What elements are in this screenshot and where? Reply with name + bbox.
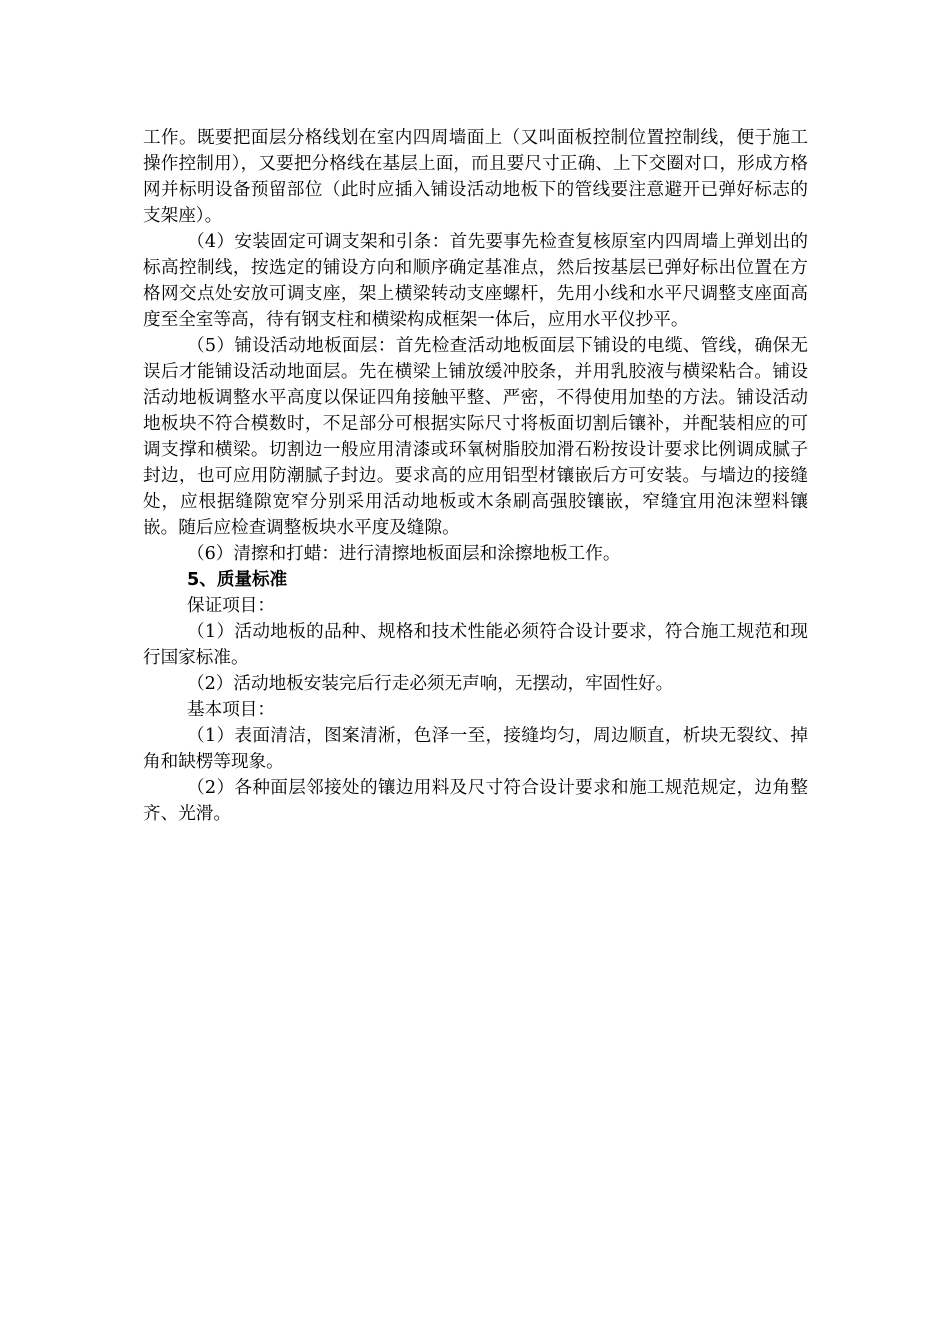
paragraph-step-5: （5）铺设活动地板面层：首先检查活动地板面层下铺设的电缆、管线，确保无误后才能铺设活动地面层。先在横梁上铺放缓冲胶条，并用乳胶液与横梁粘合。铺设活动地板调整水平高度以保证四角接触平整、严密，不得使用加垫的方法。铺设活动地板块不符合模数时，不足部分可根据实际尺寸将板面切割后镶补，并配装相应的可调支撑和横梁。切割边一般应用清漆或环氧树脂胶加滑石粉按设计要求比例调成腻子封边，也可应用防潮腻子封边。要求高的应用铝型材镶嵌后方可安装。与墙边的接缝处，应根据缝隙宽窄分别采用活动地板或木条刷高强胶镶嵌，窄缝宜用泡沫塑料镶嵌。随后应检查调整板块水平度及缝隙。 [143, 336, 808, 538]
paragraph-step-4: （4）安装固定可调支架和引条：首先要事先检查复核原室内四周墙上弹划出的标高控制线，按选定的铺设方向和顺序确定基准点，然后按基层已弹好标出位置在方格网交点处安放可调支座，架上横梁转动支座螺杆，先用小线和水平尺调整支座面高度至全室等高，待有钢支柱和横梁构成框架一体后，应用水平仪抄平。 [143, 232, 808, 330]
label-guarantee-items: 保证项目： [187, 596, 275, 616]
document-body [143, 125, 808, 827]
label-basic-items: 基本项目： [187, 700, 275, 720]
guarantee-item-2: （2）活动地板安装完后行走必须无声响，无摆动，牢固性好。 [187, 674, 674, 694]
paragraph-step-6: （6）清擦和打蜡：进行清擦地板面层和涂擦地板工作。 [187, 544, 621, 564]
section-heading-quality-standard: 5、质量标准 [187, 570, 288, 590]
paragraph-continuation: 工作。既要把面层分格线划在室内四周墙面上（又叫面板控制位置控制线，便于施工操作控制用），又要把分格线在基层上面，而且要尺寸正确、上下交圈对口，形成方格网并标明设备预留部位（此时应插入铺设活动地板下的管线要注意避开已弹好标志的支架座）。 [143, 128, 808, 226]
guarantee-item-1: （1）活动地板的品种、规格和技术性能必须符合设计要求，符合施工规范和现行国家标准。 [143, 622, 808, 668]
basic-item-2: （2）各种面层邻接处的镶边用料及尺寸符合设计要求和施工规范规定，边角整齐、光滑。 [143, 778, 808, 824]
basic-item-1: （1）表面清洁，图案清淅，色泽一至，接缝均匀，周边顺直，析块无裂纹、掉角和缺楞等现象。 [143, 726, 808, 772]
